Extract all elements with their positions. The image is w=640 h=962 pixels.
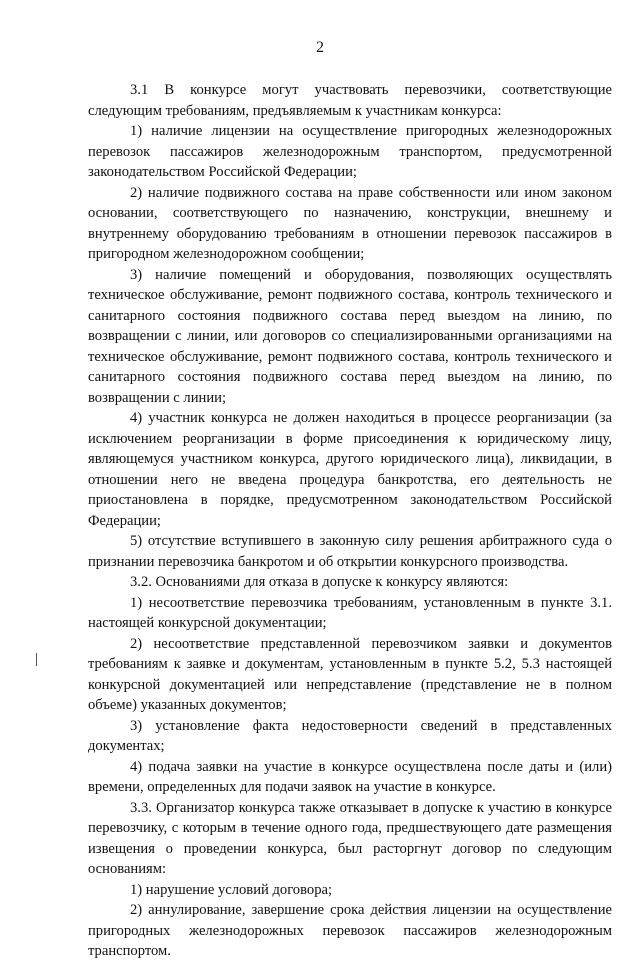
document-body (88, 80, 612, 962)
paragraph-3-2-item-2: 2) несоответствие представленной перевозчиком заявки и документов требованиям к заявке и документам, установленным в пункте 5.2, 5.3 настоящей конкурсной документацией или непредставление (представление не в полном объеме) указанных документов; (88, 635, 612, 713)
margin-mark (36, 653, 37, 666)
paragraph-3-1-item-2: 2) наличие подвижного состава на праве собственности или ином законом основании, соответствующего по назначению, конструкции, внешнему и внутреннему оборудованию требованиям в отношении перевозок пассажиров в пригородном железнодорожном сообщении; (88, 184, 612, 262)
paragraph-3-1-item-5: 5) отсутствие вступившего в законную силу решения арбитражного суда о признании перевозчика банкротом и об открытии конкурсного производства. (88, 533, 612, 570)
page-number: 2 (316, 39, 324, 56)
paragraph-3-3-item-2: 2) аннулирование, завершение срока действия лицензии на осуществление пригородных железнодорожных перевозок пассажиров железнодорожным транспортом. (88, 902, 612, 959)
paragraph-3-1-item-1: 1) наличие лицензии на осуществление пригородных железнодорожных перевозок пассажиров железнодорожным транспортом, предусмотренной законодательством Российской Федерации; (88, 123, 612, 180)
paragraph-3-2-item-4: 4) подача заявки на участие в конкурсе осуществлена после даты и (или) времени, определенных для подачи заявок на участие в конкурсе. (88, 758, 612, 795)
paragraph-3-1-item-3: 3) наличие помещений и оборудования, позволяющих осуществлять техническое обслуживание, ремонт подвижного состава, контроль технического и санитарного состояния подвижного состава перед выездом на линию, по возвращении с линии, или договоров со специализированными организациями на техническое обслуживание, ремонт подвижного состава, контроль технического и санитарного состояния подвижного состава перед выездом на линию, по возвращении с линии; (88, 266, 612, 406)
paragraph-3-2-item-1: 1) несоответствие перевозчика требованиям, установленным в пункте 3.1. настоящей конкурсной документации; (88, 594, 612, 631)
paragraph-3-1-item-4: 4) участник конкурса не должен находиться в процессе реорганизации (за исключением реорганизации в форме присоединения к юридическому лицу, являющемуся участником конкурса, другого юридического лица), ликвидации, в отношении него не введена процедура банкротства, его деятельность не приостановлена в порядке, предусмотренном законодательством Российской Федерации; (88, 410, 612, 529)
paragraph-3-3-intro: 3.3. Организатор конкурса также отказывает в допуске к участию в конкурсе перевозчику, с которым в течение одного года, предшествующего дате размещения извещения о проведении конкурса, был расторгнут договор по следующим основаниям: (88, 799, 612, 877)
paragraph-3-3-item-1: 1) нарушение условий договора; (130, 881, 333, 898)
paragraph-3-2-item-3: 3) установление факта недостоверности сведений в представленных документах; (88, 717, 612, 754)
paragraph-3-1-intro: 3.1 В конкурсе могут участвовать перевозчики, соответствующие следующим требованиям, предъявляемым к участникам конкурса: (88, 82, 612, 119)
paragraph-3-2-intro: 3.2. Основаниями для отказа в допуске к конкурсу являются: (130, 574, 509, 590)
